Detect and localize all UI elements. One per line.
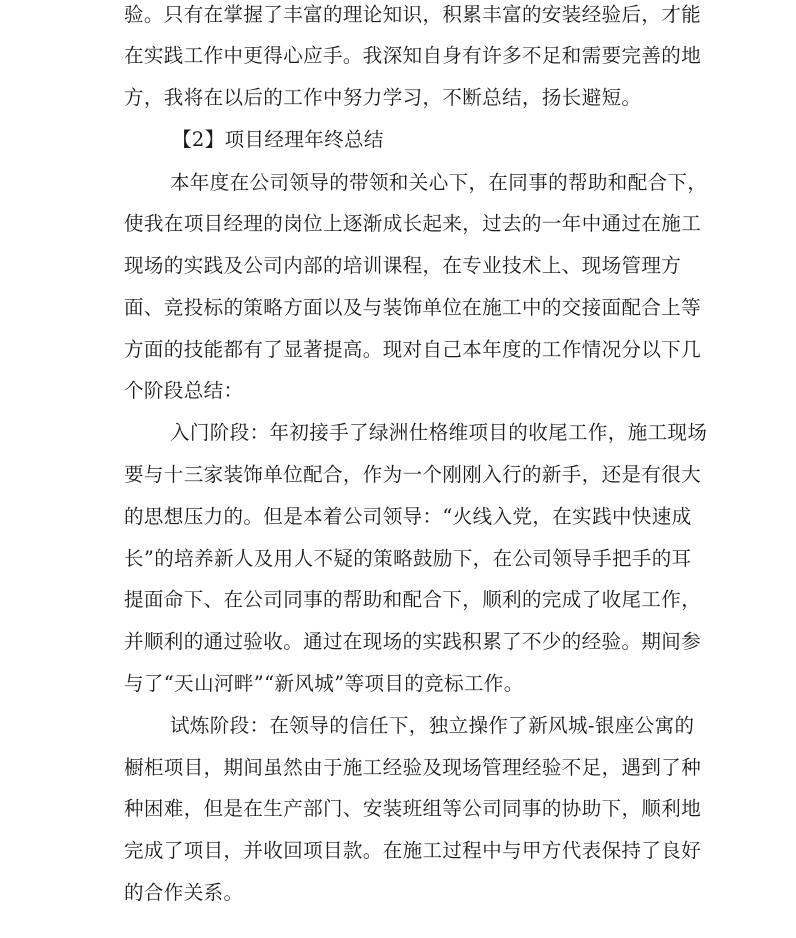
text-line: 长”的培养新人及用人不疑的策略鼓励下，在公司领导手把手的耳 — [124, 547, 692, 570]
text-line: 在实践工作中更得心应手。我深知自身有许多不足和需要完善的地 — [124, 44, 702, 67]
text-line: 个阶段总结： — [124, 379, 244, 402]
text-line: 方面的技能都有了显著提高。现对自己本年度的工作情况分以下几 — [124, 338, 702, 361]
text-line: 使我在项目经理的岗位上逐渐成长起来，过去的一年中通过在施工 — [124, 212, 702, 235]
text-line: 橱柜项目，期间虽然由于施工经验及现场管理经验不足，遇到了种 — [124, 756, 702, 779]
text-line: 验。只有在掌握了丰富的理论知识，积累丰富的安装经验后，才能 — [124, 3, 702, 26]
text-line: 面、竞投标的策略方面以及与装饰单位在施工中的交接面配合上等 — [124, 296, 702, 319]
text-line: 方，我将在以后的工作中努力学习，不断总结，扬长避短。 — [124, 86, 642, 109]
text-line: 种困难，但是在生产部门、安装班组等公司同事的协助下，顺利地 — [124, 797, 702, 820]
section-heading: 【2】项目经理年终总结 — [172, 128, 384, 151]
text-line: 完成了项目，并收回项目款。在施工过程中与甲方代表保持了良好 — [124, 839, 702, 862]
text-line: 现场的实践及公司内部的培训课程，在专业技术上、现场管理方 — [124, 254, 682, 277]
paragraph-first-line: 入门阶段：年初接手了绿洲仕格维项目的收尾工作，施工现场 — [170, 421, 708, 444]
text-line: 提面命下、在公司同事的帮助和配合下，顺利的完成了收尾工作， — [124, 588, 702, 611]
paragraph-first-line: 本年度在公司领导的带领和关心下，在同事的帮助和配合下， — [170, 171, 708, 194]
text-line: 并顺利的通过验收。通过在现场的实践积累了不少的经验。期间参 — [124, 630, 702, 653]
text-line: 的合作关系。 — [124, 881, 244, 904]
paragraph-first-line: 试炼阶段：在领导的信任下，独立操作了新风城-银座公寓的 — [170, 714, 695, 737]
text-line: 与了“天山河畔”“新风城”等项目的竞标工作。 — [124, 672, 524, 695]
text-line: 的思想压力的。但是本着公司领导：“火线入党，在实践中快速成 — [124, 505, 692, 528]
text-line: 要与十三家装饰单位配合，作为一个刚刚入行的新手，还是有很大 — [124, 463, 702, 486]
